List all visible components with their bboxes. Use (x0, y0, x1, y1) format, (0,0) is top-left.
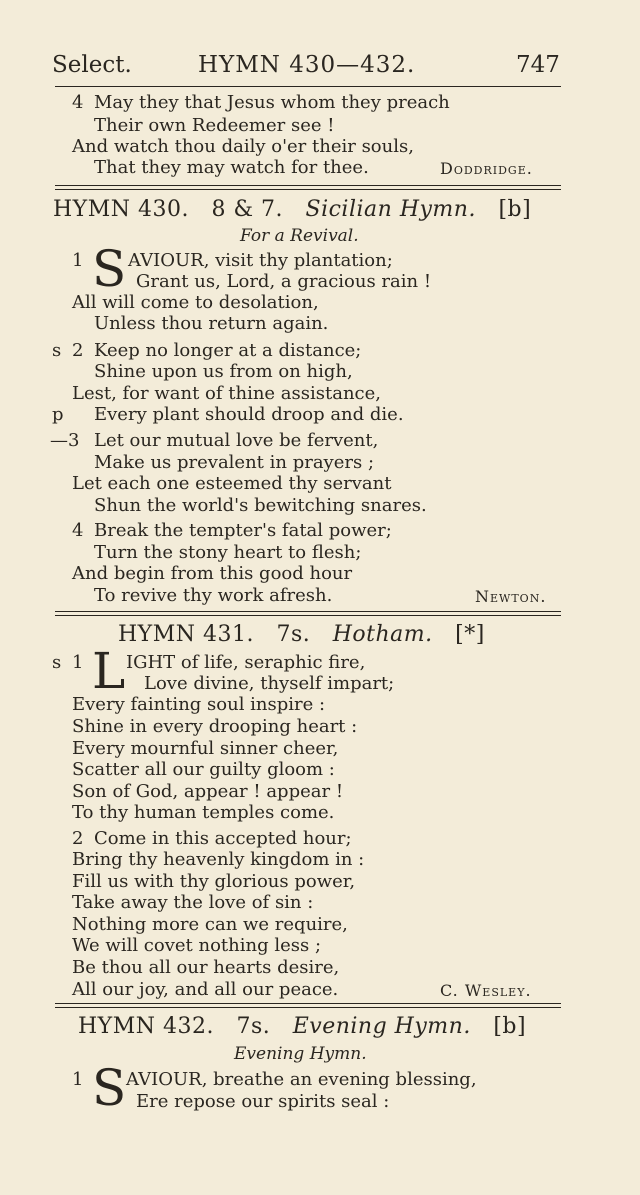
verse-line: Keep no longer at a distance; (94, 340, 362, 361)
verse-line: Let our mutual love be fervent, (94, 430, 379, 451)
hymn-author: C. Wesley. (440, 981, 532, 1000)
verse-number: —3 (50, 430, 80, 451)
verse-line: Let each one esteemed thy servant (72, 473, 392, 494)
verse-line: Grant us, Lord, a gracious rain ! (136, 271, 432, 292)
verse-line: We will covet nothing less ; (72, 935, 322, 956)
verse-line: Shine upon us from on high, (94, 361, 353, 382)
verse-line: Scatter all our guilty gloom : (72, 759, 335, 780)
verse-line: To thy human temples come. (72, 802, 335, 823)
hymn-mark: [*] (455, 622, 485, 647)
hymn-mark: [b] (493, 1014, 527, 1039)
verse-line: Love divine, thyself impart; (144, 673, 395, 694)
verse-line: Every plant should droop and die. (94, 404, 404, 425)
verse-line: Shine in every drooping heart : (72, 716, 358, 737)
verse-line: Their own Redeemer see ! (94, 115, 335, 136)
drop-cap: S (92, 240, 127, 298)
hymn-432-title (78, 1014, 526, 1039)
verse-line: Make us prevalent in prayers ; (94, 452, 375, 473)
verse-number: 2 (72, 828, 84, 849)
verse-line: And watch thou daily o'er their souls, (72, 136, 414, 157)
hymn-430-title (53, 197, 531, 222)
verse-line: Shun the world's bewitching snares. (94, 495, 427, 516)
hymn-subtitle: Evening Hymn. (234, 1044, 367, 1064)
verse-line: Son of God, appear ! appear ! (72, 781, 344, 802)
hymn-431-title (118, 622, 485, 647)
verse-line: To revive thy work afresh. (94, 585, 333, 606)
verse-line: All will come to desolation, (72, 292, 319, 313)
hymn-mark: [b] (498, 197, 532, 222)
verse-line: And begin from this good hour (72, 563, 353, 584)
hymn-divider (55, 185, 561, 190)
drop-cap: S (92, 1059, 127, 1117)
hymn-number: HYMN 432. (78, 1014, 214, 1039)
verse-line: Come in this accepted hour; (94, 828, 352, 849)
hymn-divider (55, 1003, 561, 1008)
drop-cap: L (92, 642, 126, 700)
hymn-tune: Hotham. (332, 622, 433, 647)
verse-line: Be thou all our hearts desire, (72, 957, 340, 978)
verse-line: Every mournful sinner cheer, (72, 738, 339, 759)
verse-line: Ere repose our spirits seal : (136, 1091, 390, 1112)
hymn-number: HYMN 430. (53, 197, 189, 222)
hymn-meter: 7s. (276, 622, 311, 647)
hymn-tune: Evening Hymn. (292, 1014, 471, 1039)
verse-number: 4 (72, 520, 84, 541)
verse-number: 1 (72, 250, 84, 271)
header-rule (55, 86, 561, 87)
verse-line: Fill us with thy glorious power, (72, 871, 356, 892)
header-section-label: Select. (52, 52, 132, 78)
verse-number: 1 (72, 1069, 84, 1090)
verse-line: Nothing more can we require, (72, 914, 348, 935)
verse-line: May they that Jesus whom they preach (94, 92, 450, 113)
verse-line: Turn the stony heart to flesh; (94, 542, 362, 563)
verse-line: Every fainting soul inspire : (72, 694, 326, 715)
verse-number: 4 (72, 92, 84, 113)
verse-number: 2 (72, 340, 84, 361)
hymn-divider (55, 611, 561, 616)
verse-line: Bring thy heavenly kingdom in : (72, 849, 365, 870)
dynamic-mark: p (52, 404, 64, 425)
verse-line: That they may watch for thee. (94, 157, 369, 178)
hymn-number: HYMN 431. (118, 622, 254, 647)
hymn-meter: 7s. (236, 1014, 271, 1039)
verse-line: All our joy, and all our peace. (72, 979, 339, 1000)
page-number: 747 (516, 52, 560, 78)
dynamic-mark: s (52, 652, 62, 673)
dynamic-mark: s (52, 340, 62, 361)
verse-line: Lest, for want of thine assistance, (72, 383, 382, 404)
hymn-tune: Sicilian Hymn. (305, 197, 476, 222)
header-hymn-range: HYMN 430—432. (198, 52, 416, 78)
verse-line: AVIOUR, visit thy plantation; (128, 250, 393, 271)
hymn-author: Doddridge. (440, 159, 533, 178)
verse-line: IGHT of life, seraphic fire, (126, 652, 366, 673)
verse-line: Break the tempter's fatal power; (94, 520, 392, 541)
verse-line: AVIOUR, breathe an evening blessing, (126, 1069, 477, 1090)
verse-number: 1 (72, 652, 84, 673)
hymn-author: Newton. (475, 587, 547, 606)
verse-line: Take away the love of sin : (72, 892, 314, 913)
verse-line: Unless thou return again. (94, 313, 329, 334)
hymn-subtitle: For a Revival. (240, 226, 359, 246)
hymn-meter: 8 & 7. (211, 197, 284, 222)
